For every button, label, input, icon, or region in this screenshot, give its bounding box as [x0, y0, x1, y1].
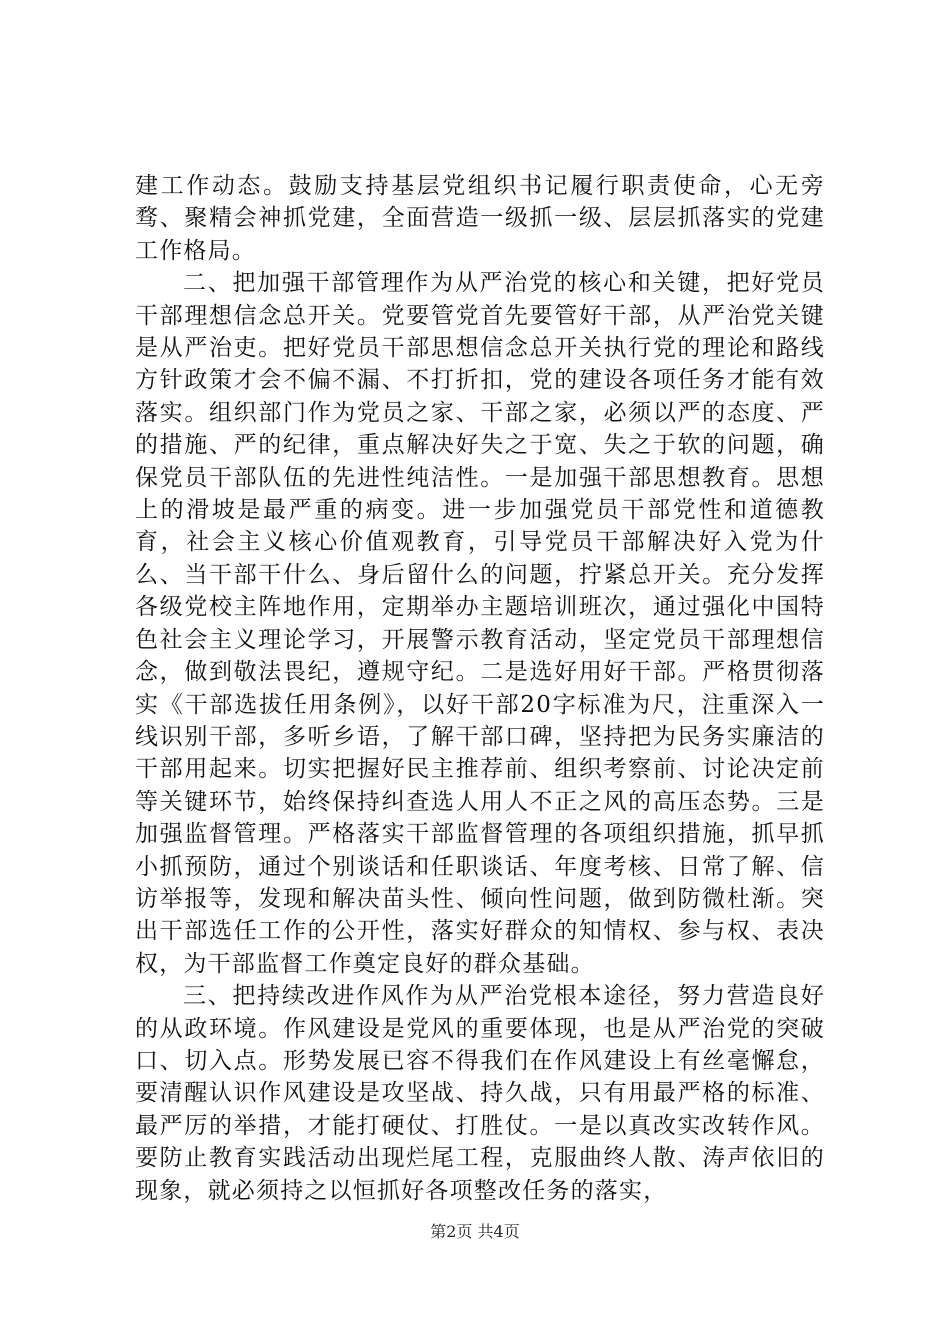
document-body [135, 170, 825, 1207]
paragraph-continuation: 建工作动态。鼓励支持基层党组织书记履行职责使命，心无旁骛、聚精会神抓党建，全面营造一级抓一级、层层抓落实的党建工作格局。 [135, 173, 825, 264]
paragraph-section-two: 二、把加强干部管理作为从严治党的核心和关键，把好党员干部理想信念总开关。党要管党首先要管好干部，从严治党关键是从严治吏。把好党员干部思想信念总开关执行党的理论和路线方针政策才会不偏不漏、不打折扣，党的建设各项任务才能有效落实。组织部门作为党员之家、干部之家，必须以严的态度、严的措施、严的纪律，重点解决好失之于宽、失之于软的问题，确保党员干部队伍的先进性纯洁性。一是加强干部思想教育。思想上的滑坡是最严重的病变。进一步加强党员干部党性和道德教育，社会主义核心价值观教育，引导党员干部解决好入党为什么、当干部干什么、身后留什么的问题，拧紧总开关。充分发挥各级党校主阵地作用，定期举办主题培训班次，通过强化中国特色社会主义理论学习，开展警示教育活动，坚定党员干部理想信念，做到敬法畏纪，遵规守纪。二是选好用好干部。严格贯彻落实《干部选拔任用条例》，以好干部20字标准为尺，注重深入一线识别干部，多听乡语，了解干部口碑，坚持把为民务实廉洁的干部用起来。切实把握好民主推荐前、组织考察前、讨论决定前等关键环节，始终保持纠查选人用人不正之风的高压态势。三是加强监督管理。严格落实干部监督管理的各项组织措施，抓早抓小抓预防，通过个别谈话和任职谈话、年度考核、日常了解、信访举报等，发现和解决苗头性、倾向性问题，做到防微杜渐。突出干部选任工作的公开性，落实好群众的知情权、参与权、表决权，为干部监督工作奠定良好的群众基础。 [135, 270, 825, 977]
paragraph-section-three: 三、把持续改进作风作为从严治党根本途径，努力营造良好的从政环境。作风建设是党风的重要体现，也是从严治党的突破口、切入点。形势发展已容不得我们在作风建设上有丝毫懈怠，要清醒认识作风建设是攻坚战、持久战，只有用最严格的标准、最严厉的举措，才能打硬仗、打胜仗。一是以真改实改转作风。要防止教育实践活动出现烂尾工程，克服曲终人散、涛声依旧的现象，就必须持之以恒抓好各项整改任务的落实， [135, 983, 825, 1204]
page-number-footer: 第2页 共4页 [430, 1222, 520, 1241]
